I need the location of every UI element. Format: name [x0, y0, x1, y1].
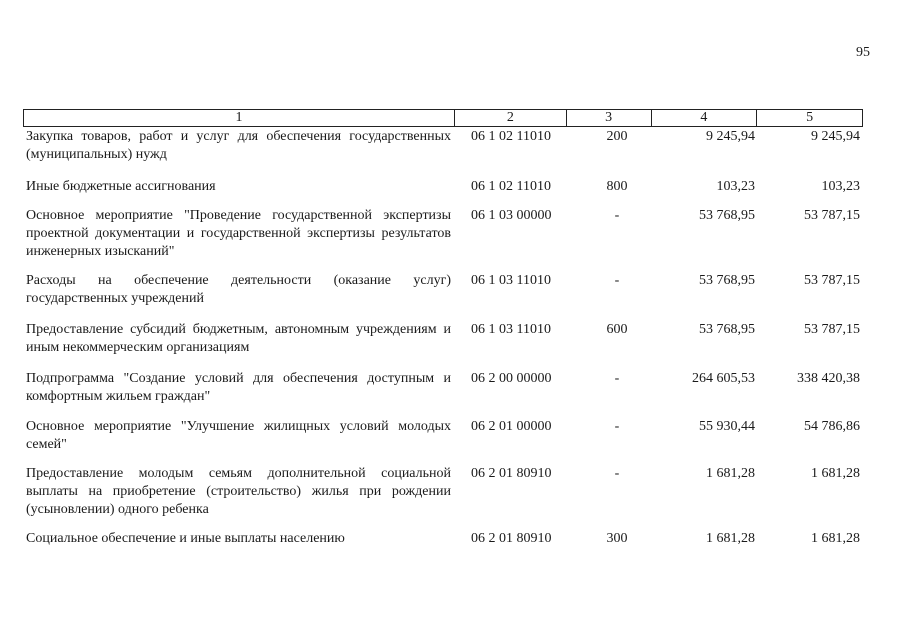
header-col-2: 2	[455, 110, 567, 126]
row-code: 06 2 01 80910	[471, 531, 552, 546]
row-value-4: 1 681,28	[706, 466, 755, 481]
row-value-4: 53 768,95	[699, 322, 755, 337]
row-value-4: 55 930,44	[699, 419, 755, 434]
table-row	[23, 321, 863, 357]
row-value-4: 103,23	[716, 179, 755, 194]
table-row	[23, 370, 863, 406]
row-expense-type: 800	[606, 179, 628, 194]
row-code: 06 1 03 00000	[471, 208, 552, 223]
header-col-3: 3	[567, 110, 652, 126]
row-value-5: 338 420,38	[797, 371, 860, 386]
row-description: Предоставление субсидий бюджетным, автономным учреждениям и иным некоммерческим организациям	[26, 322, 451, 355]
row-value-5: 53 787,15	[804, 273, 860, 288]
table-header	[23, 109, 863, 127]
row-code: 06 1 03 11010	[471, 322, 551, 337]
row-expense-type: -	[614, 273, 620, 288]
page-number: 95	[856, 45, 870, 60]
row-code: 06 2 00 00000	[471, 371, 552, 386]
row-description: Предоставление молодым семьям дополнительной социальной выплаты на приобретение (строительство) жилья при рождении (усыновлении) одного ребенка	[26, 466, 451, 517]
row-value-4: 53 768,95	[699, 273, 755, 288]
table-row	[23, 465, 863, 519]
row-expense-type: -	[614, 466, 620, 481]
row-description: Основное мероприятие "Проведение государственной экспертизы проектной документации и государственной экспертизы результатов инженерных изысканий"	[26, 208, 451, 259]
row-expense-type: 300	[606, 531, 628, 546]
row-description: Основное мероприятие "Улучшение жилищных условий молодых семей"	[26, 419, 451, 452]
table-row	[23, 272, 863, 308]
row-code: 06 2 01 80910	[471, 466, 552, 481]
header-col-1: 1	[24, 110, 455, 126]
table-row	[23, 530, 863, 548]
table-row	[23, 128, 863, 164]
row-expense-type: 200	[606, 129, 628, 144]
table-row	[23, 178, 863, 196]
row-code: 06 2 01 00000	[471, 419, 552, 434]
row-code: 06 1 02 11010	[471, 129, 551, 144]
row-value-4: 264 605,53	[692, 371, 755, 386]
row-value-5: 103,23	[821, 179, 860, 194]
row-value-5: 9 245,94	[811, 129, 860, 144]
row-description: Иные бюджетные ассигнования	[26, 179, 216, 194]
table-row	[23, 207, 863, 261]
row-value-4: 53 768,95	[699, 208, 755, 223]
row-code: 06 1 03 11010	[471, 273, 551, 288]
row-expense-type: -	[614, 371, 620, 386]
row-value-5: 53 787,15	[804, 322, 860, 337]
table-body	[23, 128, 863, 548]
row-expense-type: -	[614, 208, 620, 223]
row-description: Расходы на обеспечение деятельности (оказание услуг) государственных учреждений	[26, 273, 451, 306]
row-expense-type: 600	[606, 322, 628, 337]
row-value-4: 1 681,28	[706, 531, 755, 546]
row-description: Подпрограмма "Создание условий для обеспечения доступным и комфортным жильем граждан"	[26, 371, 451, 404]
row-value-5: 1 681,28	[811, 466, 860, 481]
row-description: Социальное обеспечение и иные выплаты населению	[26, 531, 345, 546]
row-description: Закупка товаров, работ и услуг для обеспечения государственных (муниципальных) нужд	[26, 129, 451, 162]
row-code: 06 1 02 11010	[471, 179, 551, 194]
row-value-5: 53 787,15	[804, 208, 860, 223]
row-value-5: 54 786,86	[804, 419, 860, 434]
row-value-4: 9 245,94	[706, 129, 755, 144]
header-col-4: 4	[652, 110, 758, 126]
row-expense-type: -	[614, 419, 620, 434]
row-value-5: 1 681,28	[811, 531, 860, 546]
table-row	[23, 418, 863, 454]
header-col-5: 5	[806, 110, 814, 125]
